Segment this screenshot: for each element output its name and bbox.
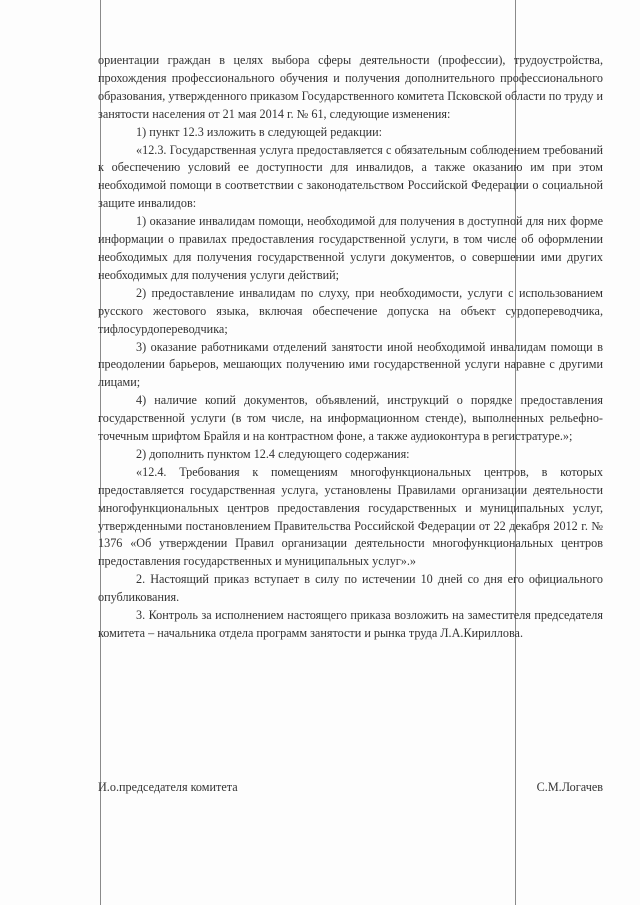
paragraph-effective: 2. Настоящий приказ вступает в силу по истечении 10 дней со дня его официального опубликования. xyxy=(98,572,603,605)
paragraph-intro: ориентации граждан в целях выбора сферы деятельности (профессии), трудоустройства, прохождения профессионального обучения и получения дополнительного профессионального образования, утвержденного приказом Государственного комитета Псковской области по труду и занятости населения от 21 мая 2014 г. № 61, следующие изменения: xyxy=(98,53,603,121)
document-body xyxy=(98,52,603,643)
paragraph-sub-3: 3) оказание работниками отделений занятости иной необходимой инвалидам помощи в преодолении барьеров, мешающих получению ими государственной услуги наравне с другими лицами; xyxy=(98,339,603,390)
paragraph-control: 3. Контроль за исполнением настоящего приказа возложить на заместителя председателя комитета – начальника отдела программ занятости и рынка труда Л.А.Кириллова. xyxy=(98,608,603,640)
paragraph-12-3: «12.3. Государственная услуга предоставляется с обязательным соблюдением требований к обеспечению условий ее доступности для инвалидов, а также оказанию им при этом необходимой помощи в соответствии с законодательством Российской Федерации о социальной защите инвалидов: xyxy=(98,142,603,211)
signature-name: С.М.Логачев xyxy=(536,780,603,794)
paragraph-sub-1: 1) оказание инвалидам помощи, необходимой для получения в доступной для них форме информации о правилах предоставления государственной услуги, в том числе об оформлении необходимых для получения государственной услуги документов, о совершении ими других необходимых для получения услуги действий; xyxy=(98,214,603,282)
paragraph-12-4: «12.4. Требования к помещениям многофункциональных центров, в которых предоставляется государственная услуга, установлены Правилами организации деятельности многофункциональных центров предоставления государственных и муниципальных услуг, утвержденными постановлением Правительства Российской Федерации от 22 декабря 2012 г. № 1376 «Об утверждении Правил организации деятельности многофункциональных центров предоставления государственных и муниципальных услуг».» xyxy=(98,464,603,569)
signature-position: И.о.председателя комитета xyxy=(98,780,238,794)
signature-block xyxy=(98,780,603,795)
paragraph-sub-4: 4) наличие копий документов, объявлений, инструкций о порядке предоставления государственной услуги (в том числе, на информационном стенде), выполненных рельефно-точечным шрифтом Брайля и на контрастном фоне, а также аудиоконтура в регистратуре.»; xyxy=(98,393,603,444)
paragraph-sub-2: 2) предоставление инвалидам по слуху, при необходимости, услуги с использованием русского жестового языка, включая обеспечение допуска на объект сурдопереводчика, тифлосурдопереводчика; xyxy=(98,285,603,336)
paragraph-item-2: 2) дополнить пунктом 12.4 следующего содержания: xyxy=(136,446,410,461)
paragraph-item-1: 1) пункт 12.3 изложить в следующей редакции: xyxy=(136,124,383,139)
